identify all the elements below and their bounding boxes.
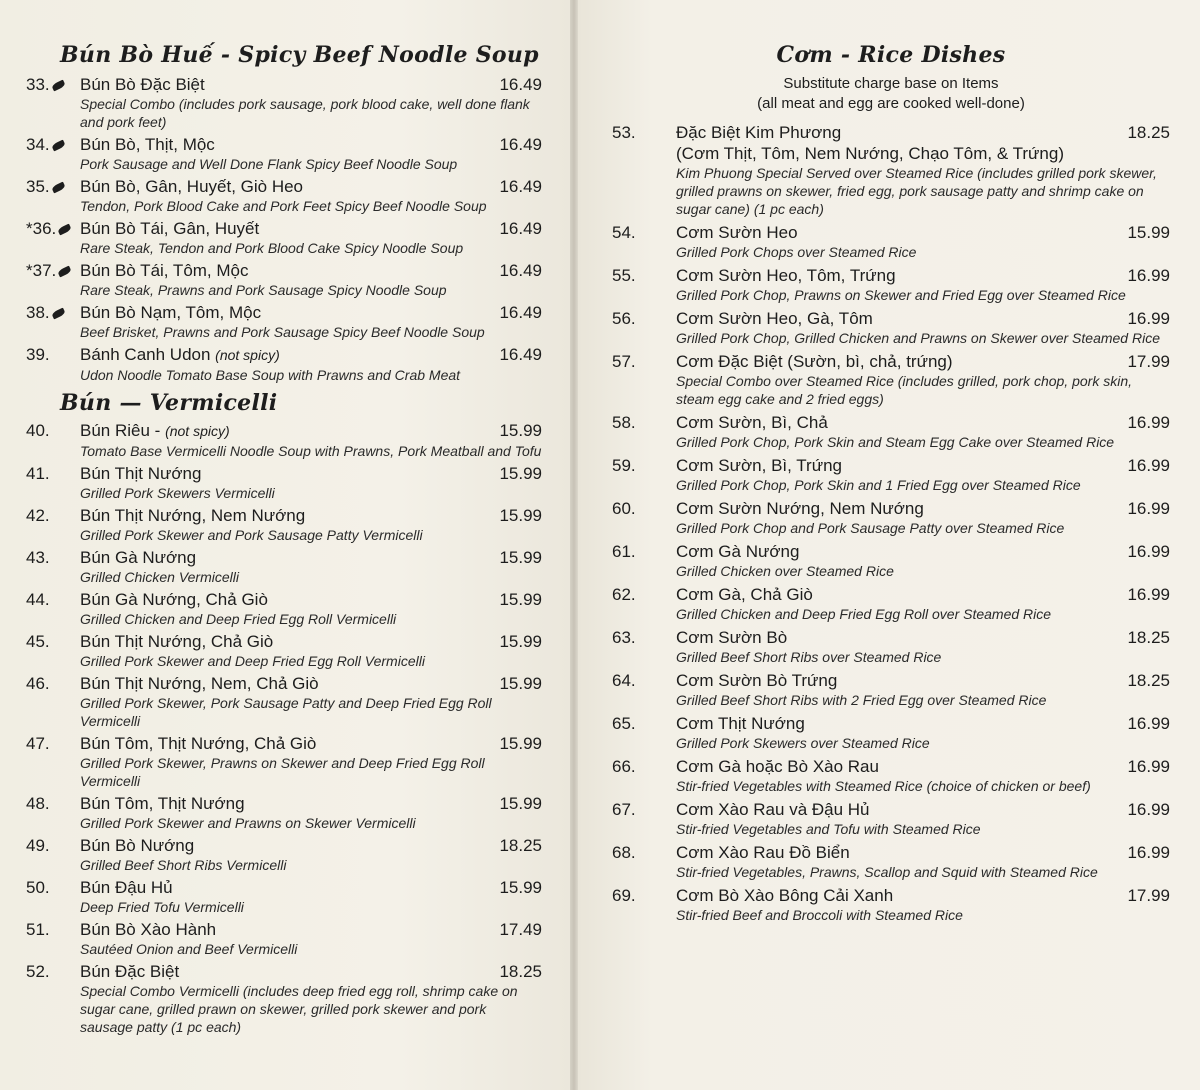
item-number: 69. bbox=[612, 886, 636, 905]
item-description: Grilled Pork Skewer, Pork Sausage Patty and Deep Fried Egg Roll Vermicelli bbox=[80, 695, 492, 729]
item-name bbox=[676, 885, 1098, 906]
item-price: 15.99 bbox=[1127, 223, 1170, 242]
item-description: Deep Fried Tofu Vermicelli bbox=[80, 899, 244, 915]
section-title-bun-bo-hue: Bún Bò Huế - Spicy Beef Noodle Soup bbox=[60, 42, 539, 68]
item-name-text: Cơm Sườn Heo, Tôm, Trứng bbox=[676, 266, 896, 285]
item-description: Grilled Pork Skewers Vermicelli bbox=[80, 485, 275, 501]
item-name bbox=[80, 793, 472, 814]
item-price: 17.49 bbox=[499, 920, 542, 939]
item-number: 53. bbox=[612, 123, 636, 142]
item-name-text: Bún Đậu Hủ bbox=[80, 878, 173, 897]
item-price: 15.99 bbox=[499, 590, 542, 609]
item-description: Grilled Beef Short Ribs with 2 Fried Egg over Steamed Rice bbox=[676, 692, 1047, 708]
item-description: Grilled Pork Skewers over Steamed Rice bbox=[676, 735, 930, 751]
menu-item bbox=[26, 505, 542, 544]
item-number: 41. bbox=[26, 464, 50, 483]
item-price: 15.99 bbox=[499, 548, 542, 567]
item-name-text: Cơm Thịt Nướng bbox=[676, 714, 805, 733]
menu-item bbox=[612, 885, 1170, 924]
item-description: Grilled Pork Chop, Pork Skin and Steam Egg Cake over Steamed Rice bbox=[676, 434, 1115, 450]
menu-item bbox=[612, 670, 1170, 709]
item-description: Grilled Beef Short Ribs Vermicelli bbox=[80, 857, 287, 873]
item-name bbox=[676, 713, 1098, 734]
item-number: 52. bbox=[26, 962, 50, 981]
item-description: Tendon, Pork Blood Cake and Pork Feet Spicy Beef Noodle Soup bbox=[80, 198, 487, 214]
item-description: Stir-fried Beef and Broccoli with Steamed Rice bbox=[676, 907, 963, 923]
item-name bbox=[676, 265, 1098, 286]
item-number: 68. bbox=[612, 843, 636, 862]
chili-pepper-icon bbox=[57, 224, 72, 236]
menu-item bbox=[26, 463, 542, 502]
menu-item bbox=[612, 842, 1170, 881]
item-price: 16.49 bbox=[499, 303, 542, 322]
substitute-note-line1: Substitute charge base on Items bbox=[783, 75, 999, 92]
item-name bbox=[80, 589, 472, 610]
item-number: 49. bbox=[26, 836, 50, 855]
item-name bbox=[80, 74, 472, 95]
item-price: 16.99 bbox=[1127, 585, 1170, 604]
item-price-spacer bbox=[1098, 143, 1170, 164]
item-name-text: Bún Gà Nướng, Chả Giò bbox=[80, 590, 268, 609]
item-name-note: (not spicy) bbox=[215, 347, 280, 363]
item-name bbox=[676, 541, 1098, 562]
item-number: 50. bbox=[26, 878, 50, 897]
item-number-spacer bbox=[612, 143, 676, 164]
item-number: 62. bbox=[612, 585, 636, 604]
item-description: Grilled Pork Skewer and Pork Sausage Patty Vermicelli bbox=[80, 527, 423, 543]
item-name-note: (not spicy) bbox=[165, 423, 230, 439]
item-number: 60. bbox=[612, 499, 636, 518]
item-description: Grilled Chicken over Steamed Rice bbox=[676, 563, 894, 579]
item-name bbox=[676, 842, 1098, 863]
item-price: 15.99 bbox=[499, 674, 542, 693]
item-description: Special Combo (includes pork sausage, pork blood cake, well done flank and pork feet) bbox=[80, 96, 530, 130]
item-price: 16.99 bbox=[1127, 413, 1170, 432]
item-name-text: Cơm Sườn Heo bbox=[676, 223, 798, 242]
item-name bbox=[80, 176, 472, 197]
item-number: 43. bbox=[26, 548, 50, 567]
item-name-text: Cơm Xào Rau và Đậu Hủ bbox=[676, 800, 870, 819]
item-number: 59. bbox=[612, 456, 636, 475]
item-description: Grilled Chicken Vermicelli bbox=[80, 569, 239, 585]
item-price: 16.99 bbox=[1127, 800, 1170, 819]
section-title-vermicelli: Bún — Vermicelli bbox=[60, 390, 278, 416]
substitute-note-line2: (all meat and egg are cooked well-done) bbox=[757, 95, 1025, 112]
right-menu-page bbox=[578, 0, 1200, 1090]
menu-fold bbox=[570, 0, 578, 1090]
item-name bbox=[80, 961, 472, 982]
item-number: 58. bbox=[612, 413, 636, 432]
item-description: Kim Phuong Special Served over Steamed Rice (includes grilled pork skewer, grilled prawns on skewer, fried egg, pork sausage patty and shrimp cake on sugar cane) (1 pc each) bbox=[676, 165, 1157, 217]
item-name-text: Bún Bò, Thịt, Mộc bbox=[80, 135, 215, 154]
item-name bbox=[676, 308, 1098, 329]
item-name-text: Cơm Sườn Nướng, Nem Nướng bbox=[676, 499, 924, 518]
item-price: 16.99 bbox=[1127, 266, 1170, 285]
item-price: 15.99 bbox=[499, 878, 542, 897]
menu-item bbox=[612, 756, 1170, 795]
menu-item bbox=[612, 351, 1170, 408]
item-name-text: Bún Bò Xào Hành bbox=[80, 920, 217, 939]
menu-item bbox=[26, 919, 542, 958]
item-price: 16.49 bbox=[499, 177, 542, 196]
item-description: Pork Sausage and Well Done Flank Spicy Beef Noodle Soup bbox=[80, 156, 458, 172]
item-description: Special Combo over Steamed Rice (includes grilled, pork chop, pork skin, steam egg cake and 2 fried eggs) bbox=[676, 373, 1132, 407]
item-number: 67. bbox=[612, 800, 636, 819]
item-name bbox=[676, 799, 1098, 820]
item-name-text: Bánh Canh Udon bbox=[80, 345, 211, 364]
item-description: Grilled Beef Short Ribs over Steamed Rice bbox=[676, 649, 942, 665]
item-price: 16.99 bbox=[1127, 714, 1170, 733]
item-price: 17.99 bbox=[1127, 886, 1170, 905]
item-name-text: Bún Bò Nướng bbox=[80, 836, 195, 855]
menu-item bbox=[612, 308, 1170, 347]
item-name-text: Bún Thịt Nướng, Nem Nướng bbox=[80, 506, 306, 525]
item-name bbox=[80, 919, 472, 940]
menu-item bbox=[26, 302, 542, 341]
item-name-text: Bún Gà Nướng bbox=[80, 548, 197, 567]
menu-item bbox=[26, 260, 542, 299]
item-name bbox=[80, 344, 472, 366]
item-description: Grilled Pork Chop, Prawns on Skewer and Fried Egg over Steamed Rice bbox=[676, 287, 1126, 303]
item-price: 15.99 bbox=[499, 421, 542, 440]
item-number: 46. bbox=[26, 674, 50, 693]
item-price: 16.49 bbox=[499, 261, 542, 280]
item-price: 16.99 bbox=[1127, 499, 1170, 518]
rice-dishes-list bbox=[612, 122, 1170, 924]
item-description: Tomato Base Vermicelli Noodle Soup with Prawns, Pork Meatball and Tofu bbox=[80, 443, 542, 459]
item-description: Stir-fried Vegetables and Tofu with Steamed Rice bbox=[676, 821, 981, 837]
item-number: 38. bbox=[26, 302, 80, 323]
item-number: 34. bbox=[26, 134, 80, 155]
item-name bbox=[80, 835, 472, 856]
menu-item bbox=[612, 122, 1170, 218]
item-name-text: Bún Riêu - bbox=[80, 421, 161, 440]
item-price: 16.99 bbox=[1127, 309, 1170, 328]
menu-item bbox=[26, 631, 542, 670]
item-name-text: Cơm Sườn Heo, Gà, Tôm bbox=[676, 309, 873, 328]
item-name-text: Cơm Sườn Bò Trứng bbox=[676, 671, 838, 690]
item-price: 15.99 bbox=[499, 632, 542, 651]
item-price: 16.49 bbox=[499, 219, 542, 238]
menu-item bbox=[26, 673, 542, 730]
item-number: 63. bbox=[612, 628, 636, 647]
item-description: Udon Noodle Tomato Base Soup with Prawns and Crab Meat bbox=[80, 367, 461, 383]
menu-item bbox=[26, 420, 542, 460]
item-price: 15.99 bbox=[499, 734, 542, 753]
item-name-text: Bún Đặc Biệt bbox=[80, 962, 180, 981]
left-menu-page bbox=[0, 0, 570, 1090]
item-name-text: Bún Bò Đặc Biệt bbox=[80, 75, 205, 94]
menu-item bbox=[26, 793, 542, 832]
item-name bbox=[676, 498, 1098, 519]
item-price: 16.99 bbox=[1127, 757, 1170, 776]
menu-item bbox=[26, 835, 542, 874]
item-description: Stir-fried Vegetables, Prawns, Scallop and Squid with Steamed Rice bbox=[676, 864, 1098, 880]
item-price: 18.25 bbox=[1127, 123, 1170, 142]
item-name-text: Cơm Gà hoặc Bò Xào Rau bbox=[676, 757, 879, 776]
item-name-text: Bún Bò Tái, Tôm, Mộc bbox=[80, 261, 249, 280]
item-price: 16.99 bbox=[1127, 542, 1170, 561]
item-name-text: Bún Bò Tái, Gân, Huyết bbox=[80, 219, 260, 238]
item-name bbox=[80, 134, 472, 155]
item-name-text: Bún Bò, Gân, Huyết, Giò Heo bbox=[80, 177, 304, 196]
item-description: Grilled Chicken and Deep Fried Egg Roll Vermicelli bbox=[80, 611, 397, 627]
item-name bbox=[80, 302, 472, 323]
item-name bbox=[80, 218, 472, 239]
item-number: 35. bbox=[26, 176, 80, 197]
menu-item bbox=[26, 733, 542, 790]
item-description: Beef Brisket, Prawns and Pork Sausage Spicy Beef Noodle Soup bbox=[80, 324, 485, 340]
item-name-text: Bún Thịt Nướng, Chả Giò bbox=[80, 632, 274, 651]
item-number: 65. bbox=[612, 714, 636, 733]
menu-item bbox=[26, 344, 542, 384]
item-number: 66. bbox=[612, 757, 636, 776]
item-number: 54. bbox=[612, 223, 636, 242]
item-name bbox=[80, 505, 472, 526]
item-name bbox=[80, 463, 472, 484]
menu-item bbox=[26, 961, 542, 1036]
item-price: 15.99 bbox=[499, 794, 542, 813]
item-name bbox=[80, 631, 472, 652]
menu-item bbox=[612, 799, 1170, 838]
item-number: 33. bbox=[26, 74, 80, 95]
item-name-text: Cơm Xào Rau Đồ Biển bbox=[676, 843, 850, 862]
item-name-text: Bún Tôm, Thịt Nướng bbox=[80, 794, 245, 813]
item-description: Grilled Pork Skewer, Prawns on Skewer and Deep Fried Egg Roll Vermicelli bbox=[80, 755, 485, 789]
item-number: 48. bbox=[26, 794, 50, 813]
menu-item bbox=[612, 455, 1170, 494]
item-number: 51. bbox=[26, 920, 50, 939]
item-name-text: Cơm Sườn Bò bbox=[676, 628, 788, 647]
item-number: 56. bbox=[612, 309, 636, 328]
item-name-text: Bún Tôm, Thịt Nướng, Chả Giò bbox=[80, 734, 317, 753]
menu-item bbox=[612, 713, 1170, 752]
item-name bbox=[80, 260, 472, 281]
item-price: 18.25 bbox=[499, 962, 542, 981]
item-description: Special Combo Vermicelli (includes deep fried egg roll, shrimp cake on sugar cane, grilled prawn on skewer, grilled pork skewer and pork sausage patty (1 pc each) bbox=[80, 983, 518, 1035]
item-description: Sautéed Onion and Beef Vermicelli bbox=[80, 941, 298, 957]
item-description: Grilled Pork Chops over Steamed Rice bbox=[676, 244, 917, 260]
item-description: Grilled Pork Skewer and Prawns on Skewer Vermicelli bbox=[80, 815, 416, 831]
item-price: 18.25 bbox=[1127, 671, 1170, 690]
substitute-note bbox=[612, 74, 1170, 114]
item-name-text: Cơm Bò Xào Bông Cải Xanh bbox=[676, 886, 894, 905]
item-name-text: Cơm Gà Nướng bbox=[676, 542, 800, 561]
menu-item bbox=[26, 218, 542, 257]
item-price: 16.99 bbox=[1127, 456, 1170, 475]
menu-item bbox=[26, 547, 542, 586]
item-name bbox=[676, 627, 1098, 648]
chili-pepper-icon bbox=[51, 182, 66, 194]
item-description: Grilled Pork Chop and Pork Sausage Patty over Steamed Rice bbox=[676, 520, 1065, 536]
bun-bo-hue-list bbox=[26, 74, 542, 384]
item-name-text: Cơm Sườn, Bì, Chả bbox=[676, 413, 828, 432]
menu-item bbox=[612, 541, 1170, 580]
item-name bbox=[80, 877, 472, 898]
menu-item bbox=[26, 877, 542, 916]
item-name bbox=[676, 122, 1098, 143]
item-name bbox=[80, 547, 472, 568]
item-number: 40. bbox=[26, 421, 50, 440]
item-description: Grilled Pork Chop, Grilled Chicken and Prawns on Skewer over Steamed Rice bbox=[676, 330, 1160, 346]
item-name-text: Đặc Biệt Kim Phương bbox=[676, 123, 842, 142]
item-number: 44. bbox=[26, 590, 50, 609]
item-name-text: Bún Thịt Nướng, Nem, Chả Giò bbox=[80, 674, 319, 693]
item-number: 64. bbox=[612, 671, 636, 690]
menu-item bbox=[26, 589, 542, 628]
item-number: 45. bbox=[26, 632, 50, 651]
menu-item bbox=[612, 222, 1170, 261]
item-description: Grilled Pork Chop, Pork Skin and 1 Fried Egg over Steamed Rice bbox=[676, 477, 1081, 493]
item-name-line2: (Cơm Thịt, Tôm, Nem Nướng, Chạo Tôm, & Trứng) bbox=[676, 144, 1064, 163]
menu-item bbox=[612, 627, 1170, 666]
item-price: 17.99 bbox=[1127, 352, 1170, 371]
item-description: Stir-fried Vegetables with Steamed Rice (choice of chicken or beef) bbox=[676, 778, 1091, 794]
item-number: 47. bbox=[26, 734, 50, 753]
item-name bbox=[80, 733, 472, 754]
item-number: 57. bbox=[612, 352, 636, 371]
item-description: Grilled Chicken and Deep Fried Egg Roll over Steamed Rice bbox=[676, 606, 1052, 622]
chili-pepper-icon bbox=[51, 140, 66, 152]
item-name bbox=[676, 351, 1098, 372]
item-name bbox=[676, 412, 1098, 433]
menu-item bbox=[612, 584, 1170, 623]
item-number: 61. bbox=[612, 542, 636, 561]
item-number: 39. bbox=[26, 345, 50, 364]
item-name bbox=[676, 670, 1098, 691]
section-title-rice-dishes: Cơm - Rice Dishes bbox=[776, 42, 1006, 68]
menu-item bbox=[26, 134, 542, 173]
item-name bbox=[676, 756, 1098, 777]
item-price: 15.99 bbox=[499, 506, 542, 525]
item-name bbox=[676, 584, 1098, 605]
item-price: 16.49 bbox=[499, 135, 542, 154]
chili-pepper-icon bbox=[51, 308, 66, 320]
item-description: Rare Steak, Prawns and Pork Sausage Spicy Noodle Soup bbox=[80, 282, 447, 298]
item-name bbox=[80, 420, 472, 442]
item-price: 16.99 bbox=[1127, 843, 1170, 862]
item-name-text: Cơm Đặc Biệt (Sườn, bì, chả, trứng) bbox=[676, 352, 953, 371]
menu-item bbox=[26, 176, 542, 215]
item-number: 42. bbox=[26, 506, 50, 525]
item-price: 18.25 bbox=[1127, 628, 1170, 647]
item-name-text: Cơm Sườn, Bì, Trứng bbox=[676, 456, 842, 475]
item-name bbox=[80, 673, 472, 694]
item-description: Grilled Pork Skewer and Deep Fried Egg Roll Vermicelli bbox=[80, 653, 425, 669]
item-number: *36. bbox=[26, 218, 80, 239]
menu-item bbox=[612, 412, 1170, 451]
item-description: Rare Steak, Tendon and Pork Blood Cake Spicy Noodle Soup bbox=[80, 240, 464, 256]
item-price: 18.25 bbox=[499, 836, 542, 855]
item-price: 16.49 bbox=[499, 75, 542, 94]
vermicelli-list bbox=[26, 420, 542, 1036]
item-price: 15.99 bbox=[499, 464, 542, 483]
item-price: 16.49 bbox=[499, 345, 542, 364]
menu-item bbox=[612, 265, 1170, 304]
menu-item bbox=[612, 498, 1170, 537]
item-number: *37. bbox=[26, 260, 80, 281]
item-name bbox=[676, 222, 1098, 243]
chili-pepper-icon bbox=[57, 266, 72, 278]
item-name-text: Cơm Gà, Chả Giò bbox=[676, 585, 813, 604]
item-name bbox=[676, 455, 1098, 476]
item-name-text: Bún Bò Nạm, Tôm, Mộc bbox=[80, 303, 262, 322]
menu-item bbox=[26, 74, 542, 131]
item-number: 55. bbox=[612, 266, 636, 285]
chili-pepper-icon bbox=[51, 80, 66, 92]
item-name-text: Bún Thịt Nướng bbox=[80, 464, 202, 483]
